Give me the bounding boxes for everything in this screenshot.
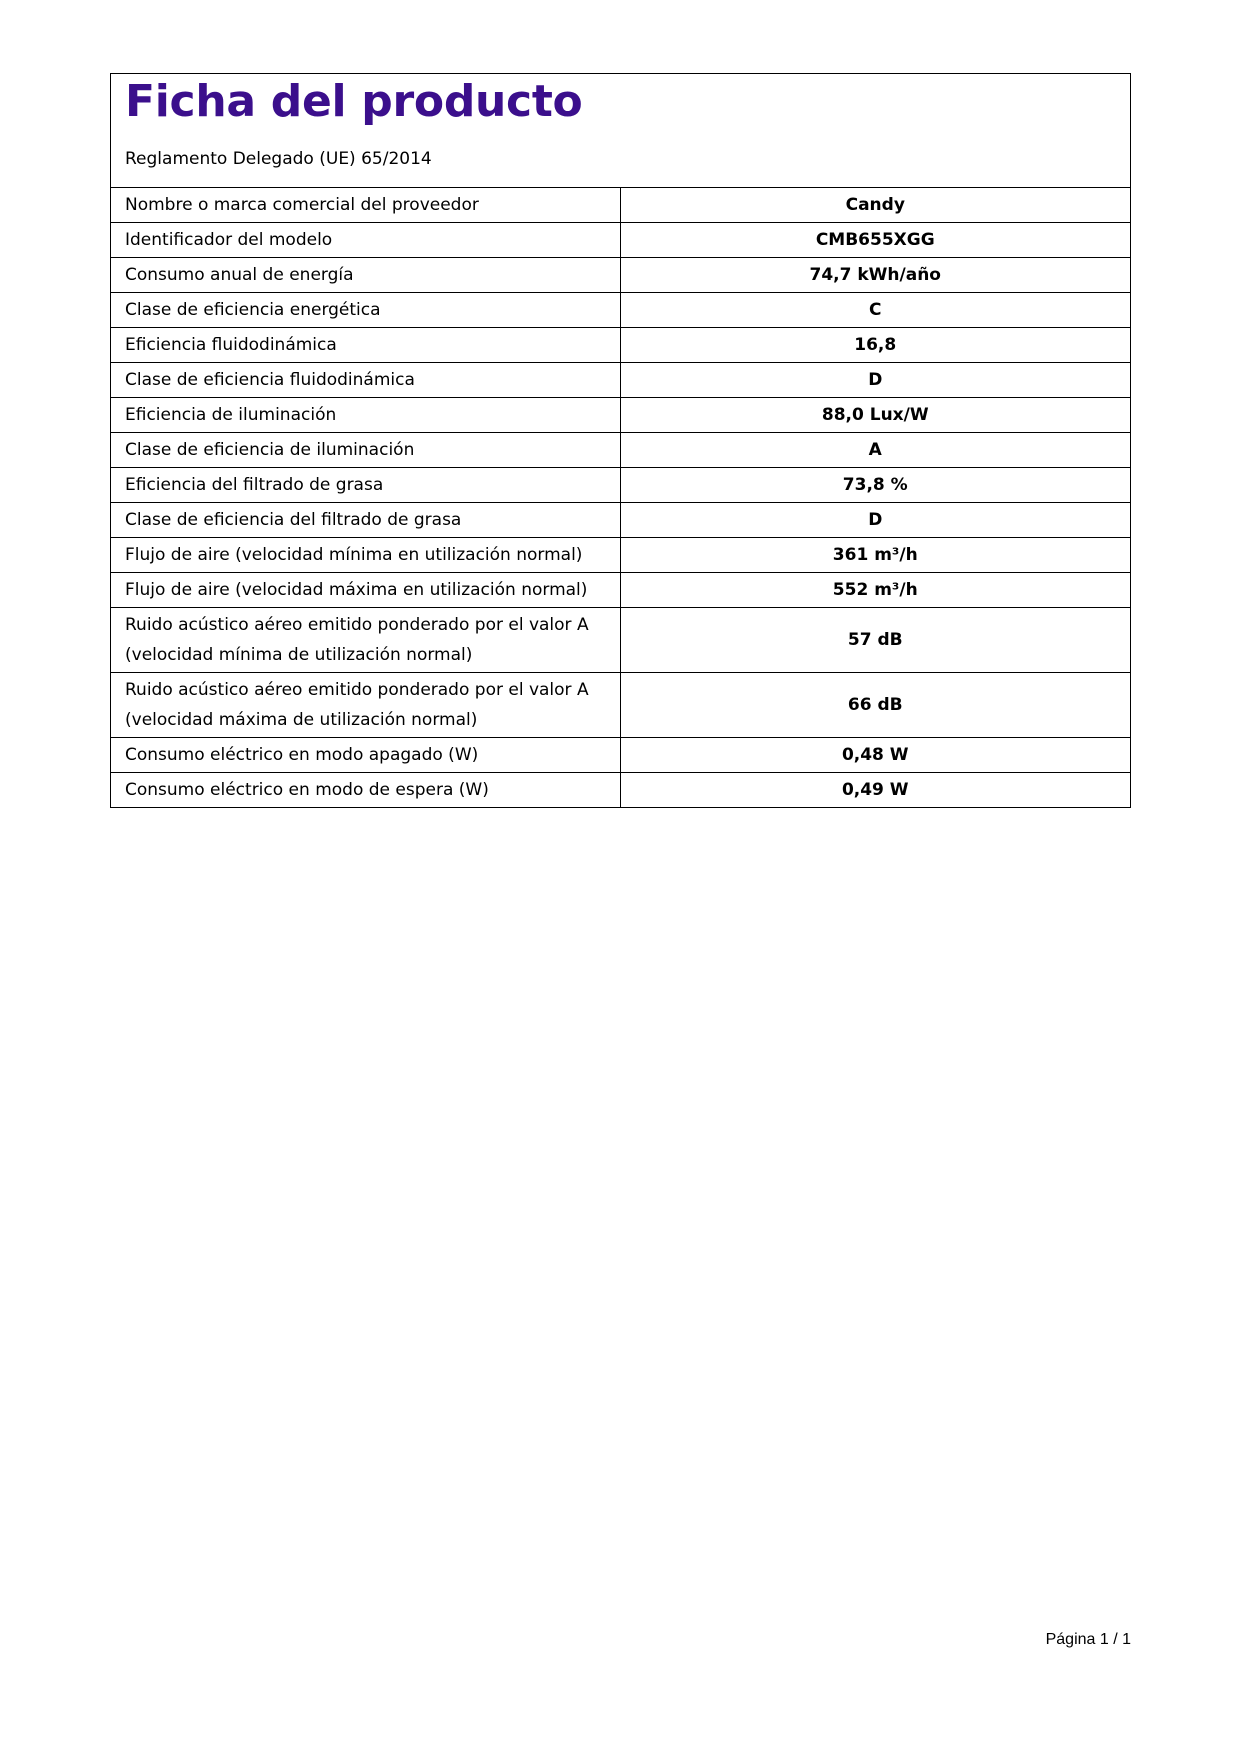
row-value: 361 m³/h (620, 538, 1130, 573)
row-value: 552 m³/h (620, 573, 1130, 608)
page-number: Página 1 / 1 (1045, 1631, 1131, 1648)
product-sheet (110, 73, 1131, 808)
table-row (111, 293, 1130, 328)
table-row (111, 573, 1130, 608)
table-row (111, 188, 1130, 223)
row-value: D (620, 363, 1130, 398)
row-label: Eficiencia del filtrado de grasa (111, 468, 620, 503)
row-label: Nombre o marca comercial del proveedor (111, 188, 620, 223)
document-title: Ficha del producto (125, 76, 583, 127)
document-subtitle: Reglamento Delegado (UE) 65/2014 (125, 149, 432, 169)
row-label: Eficiencia fluidodinámica (111, 328, 620, 363)
row-value: 66 dB (620, 673, 1130, 738)
row-label: Clase de eficiencia energética (111, 293, 620, 328)
table-row (111, 398, 1130, 433)
row-value: 0,48 W (620, 738, 1130, 773)
row-label: Consumo eléctrico en modo apagado (W) (111, 738, 620, 773)
table-row (111, 363, 1130, 398)
row-label: Flujo de aire (velocidad máxima en utilización normal) (111, 573, 620, 608)
row-label: Clase de eficiencia del filtrado de grasa (111, 503, 620, 538)
table-row (111, 608, 1130, 673)
row-label-line: (velocidad mínima de utilización normal) (125, 645, 473, 665)
table-row (111, 538, 1130, 573)
row-label: Eficiencia de iluminación (111, 398, 620, 433)
table-row (111, 468, 1130, 503)
row-label (111, 608, 620, 673)
table-row (111, 503, 1130, 538)
row-label-line: Ruido acústico aéreo emitido ponderado por el valor A (125, 615, 589, 635)
row-label (111, 673, 620, 738)
row-value: C (620, 293, 1130, 328)
table-row (111, 223, 1130, 258)
row-value: D (620, 503, 1130, 538)
row-value: 57 dB (620, 608, 1130, 673)
table-row (111, 433, 1130, 468)
product-specs-table (111, 188, 1130, 807)
table-row (111, 773, 1130, 808)
row-value: CMB655XGG (620, 223, 1130, 258)
table-row (111, 328, 1130, 363)
row-label: Identificador del modelo (111, 223, 620, 258)
table-row (111, 673, 1130, 738)
table-row (111, 258, 1130, 293)
row-value: 88,0 Lux/W (620, 398, 1130, 433)
row-value: Candy (845, 195, 905, 215)
row-value: 16,8 (620, 328, 1130, 363)
sheet-header (111, 74, 1130, 188)
row-label: Consumo anual de energía (111, 258, 620, 293)
row-value: 74,7 kWh/año (620, 258, 1130, 293)
row-label: Consumo eléctrico en modo de espera (W) (111, 773, 620, 808)
row-label: Flujo de aire (velocidad mínima en utilización normal) (111, 538, 620, 573)
row-label-line: (velocidad máxima de utilización normal) (125, 710, 478, 730)
row-label-line: Ruido acústico aéreo emitido ponderado por el valor A (125, 680, 589, 700)
table-row (111, 738, 1130, 773)
row-label: Clase de eficiencia de iluminación (111, 433, 620, 468)
row-value: 0,49 W (620, 773, 1130, 808)
row-label: Clase de eficiencia fluidodinámica (111, 363, 620, 398)
row-value: A (620, 433, 1130, 468)
row-value: 73,8 % (620, 468, 1130, 503)
